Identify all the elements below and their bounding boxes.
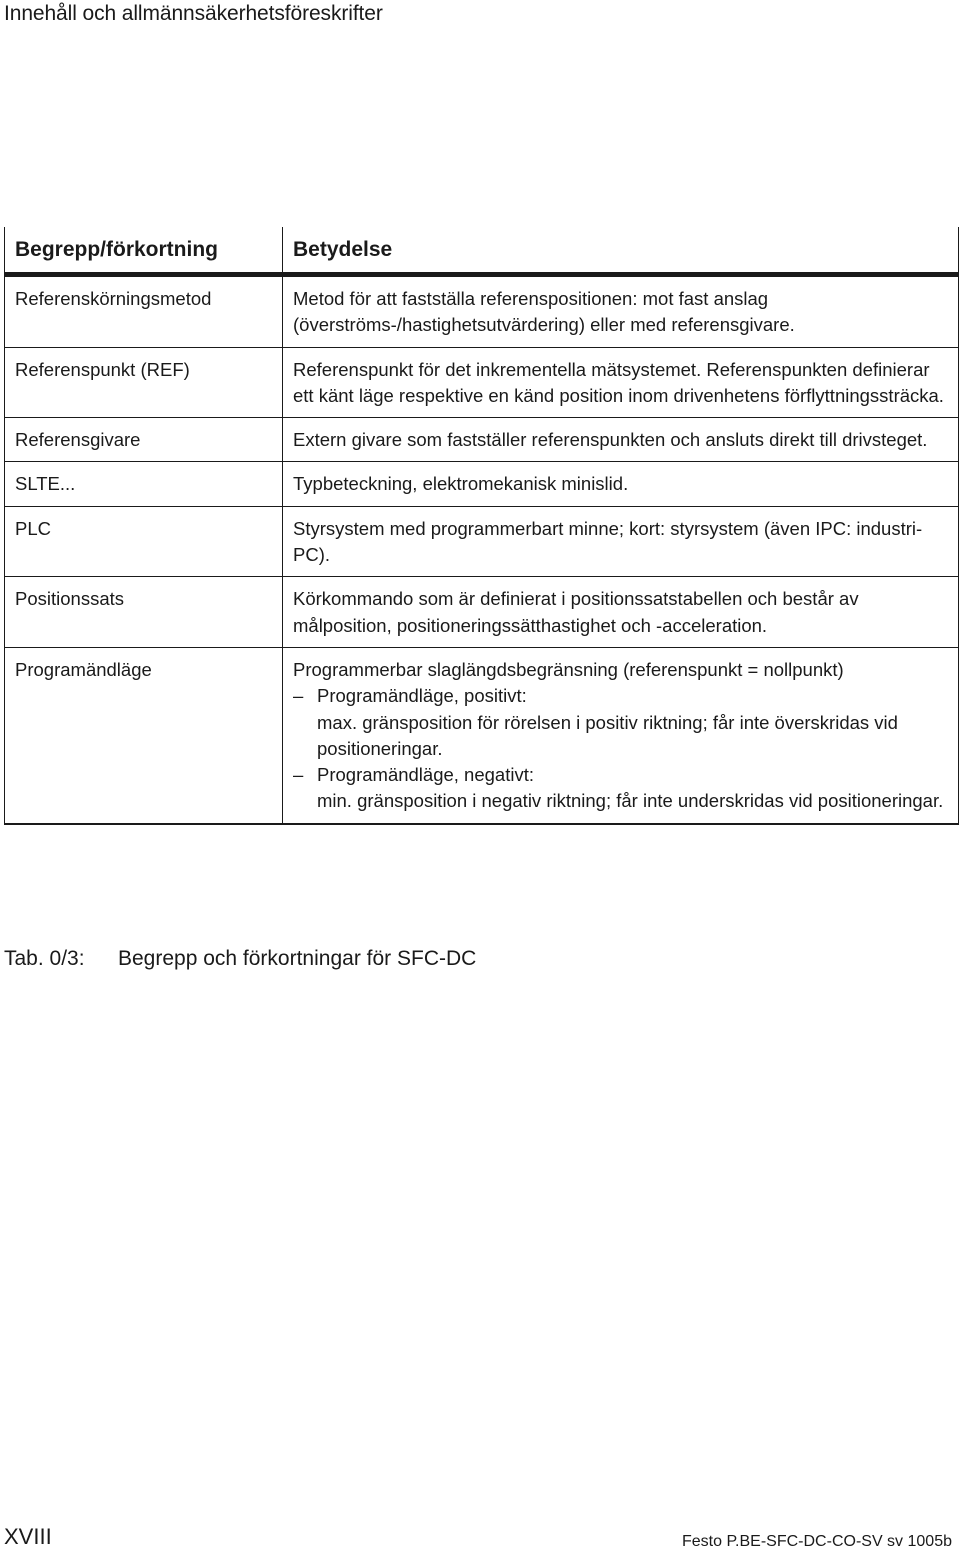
table-caption bbox=[4, 945, 476, 973]
meaning-cell bbox=[283, 647, 959, 823]
meaning-cell: Extern givare som fastställer referenspunkten och ansluts direkt till drivsteget. bbox=[283, 418, 959, 462]
meaning-cell: Körkommando som är definierat i positionssatstabellen och består av målposition, positioneringssätthastighet och -acceleration. bbox=[283, 577, 959, 648]
term-cell: Referensgivare bbox=[5, 418, 283, 462]
table-row bbox=[5, 462, 959, 506]
term-cell: Programändläge bbox=[5, 647, 283, 823]
list-item bbox=[293, 762, 948, 815]
meaning-intro: Programmerbar slaglängdsbegränsning (referenspunkt = nollpunkt) bbox=[293, 658, 844, 680]
list-item-text: min. gränsposition i negativ riktning; får inte underskridas vid positioneringar. bbox=[317, 790, 944, 812]
table-row bbox=[5, 275, 959, 348]
table-row bbox=[5, 577, 959, 648]
sub-list bbox=[293, 683, 948, 814]
caption-number: Tab. 0/3: bbox=[4, 947, 85, 970]
meaning-cell: Metod för att fastställa referenspositionen: mot fast anslag (överströms-/hastighetsutvärdering) eller med referensgivare. bbox=[283, 275, 959, 348]
list-item-title: – Programändläge, positivt: bbox=[317, 685, 527, 707]
meaning-cell: Referenspunkt för det inkrementella mätsystemet. Referenspunkten definierar ett känt läge respektive en känd position inom drivenhetens förflyttningssträcka. bbox=[283, 347, 959, 418]
term-cell: Positionssats bbox=[5, 577, 283, 648]
table-row bbox=[5, 418, 959, 462]
table-row bbox=[5, 506, 959, 577]
list-item-text: max. gränsposition för rörelsen i positiv riktning; får inte överskridas vid positioneringar. bbox=[317, 711, 898, 759]
caption-text: Begrepp och förkortningar för SFC-DC bbox=[118, 947, 477, 970]
meaning-cell: Styrsystem med programmerbart minne; kort: styrsystem (även IPC: industri-PC). bbox=[283, 506, 959, 577]
term-cell: SLTE... bbox=[5, 462, 283, 506]
document-id: Festo P.BE-SFC-DC-CO-SV sv 1005b bbox=[681, 1533, 952, 1550]
table-row bbox=[5, 347, 959, 418]
list-item-title: – Programändläge, negativt: bbox=[317, 764, 534, 786]
column-header-term: Begrepp/förkortning bbox=[5, 227, 283, 275]
meaning-cell: Typbeteckning, elektromekanisk minislid. bbox=[283, 462, 959, 506]
term-cell: Referenskörningsmetod bbox=[5, 275, 283, 348]
terms-table bbox=[4, 227, 959, 825]
page-number: XVIII bbox=[4, 1524, 52, 1549]
column-header-meaning: Betydelse bbox=[283, 227, 959, 275]
table-row bbox=[5, 647, 959, 823]
term-cell: Referenspunkt (REF) bbox=[5, 347, 283, 418]
term-cell: PLC bbox=[5, 506, 283, 577]
list-item bbox=[293, 683, 948, 762]
table-header-row bbox=[5, 227, 959, 275]
page-header-title: Innehåll och allmännsäkerhetsföreskrifter bbox=[4, 2, 383, 25]
